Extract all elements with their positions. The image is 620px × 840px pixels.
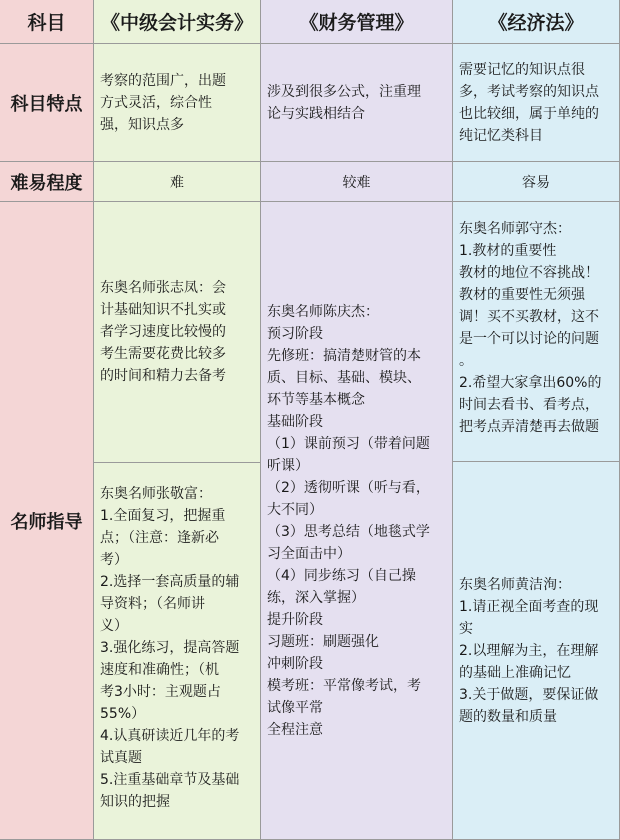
header-accounting: 《中级会计实务》 [94, 0, 261, 44]
text-line: 预习阶段 [267, 325, 323, 342]
row-label-difficulty: 难易程度 [0, 162, 94, 202]
header-finance: 《财务管理》 [261, 0, 453, 44]
text-line: 调！买不买教材，这不 [459, 309, 599, 325]
text-line: 冲刺阶段 [267, 655, 323, 672]
header-law: 《经济法》 [453, 0, 620, 44]
teacher-law-guo-shoujie [453, 202, 620, 462]
row-label-teachers: 名师指导 [0, 202, 94, 840]
text-line: 涉及到很多公式，注重理 [267, 83, 421, 100]
difficulty-law: 容易 [453, 162, 620, 202]
text-line: （4）同步练习（自己操 [267, 567, 416, 584]
text-line: 质、目标、基础、模块、 [267, 369, 421, 386]
text-line: 是一个可以讨论的问题 [459, 331, 599, 347]
text-line: 2.希望大家拿出60%的 [459, 375, 602, 391]
teacher-accounting-zhang-jingfu [94, 463, 261, 840]
text-line: 考察的范围广，出题 [100, 72, 226, 89]
text-line: 3.关于做题，要保证做 [459, 686, 599, 703]
row-label-features: 科目特点 [0, 44, 94, 162]
text-line: 也比较细，属于单纯的 [459, 105, 599, 122]
text-line: 时间去看书、看考点， [459, 397, 599, 413]
text-line: 点；（注意：逢新必 [100, 530, 219, 546]
difficulty-finance: 较难 [261, 162, 453, 202]
text-line: 考） [100, 552, 128, 568]
text-line: （2）透彻听课（听与看， [267, 479, 430, 496]
teacher-law-huang-jiexun [453, 462, 620, 840]
text-line: 1.请正视全面考查的现 [459, 598, 599, 615]
text-line: 考3小时：主观题占 [100, 684, 221, 700]
text-line: 强，知识点多 [100, 116, 184, 133]
text-line: 2.选择一套高质量的辅 [100, 574, 240, 590]
text-line: 东奥名师黄洁洵： [459, 576, 571, 593]
text-line: 1.全面复习，把握重 [100, 508, 226, 524]
text-line: 模考班：平常像考试，考 [267, 677, 421, 694]
features-law [453, 44, 620, 162]
text-line: 题的数量和质量 [459, 708, 557, 725]
text-line: 速度和准确性；（机 [100, 662, 219, 678]
text-line: 者学习速度比较慢的 [100, 324, 226, 340]
text-line: 需要记忆的知识点很 [459, 61, 585, 78]
difficulty-accounting: 难 [94, 162, 261, 202]
text-line: 先修班：搞清楚财管的本 [267, 347, 421, 364]
text-line: 知识的把握 [100, 794, 170, 810]
text-line: 东奥名师陈庆杰： [267, 303, 379, 320]
text-line: 全程注意 [267, 721, 323, 738]
text-line: 55%） [100, 706, 146, 722]
text-line: 纯记忆类科目 [459, 127, 543, 144]
text-line: 多，考试考察的知识点 [459, 83, 599, 100]
features-accounting [94, 44, 261, 162]
text-line: 的时间和精力去备考 [100, 368, 226, 384]
features-finance [261, 44, 453, 162]
text-line: 1.教材的重要性 [459, 243, 557, 259]
text-line: 练，深入掌握） [267, 589, 365, 606]
text-line: 计基础知识不扎实或 [100, 302, 226, 318]
text-line: 东奥名师张志凤：会 [100, 280, 226, 296]
text-line: 3.强化练习，提高答题 [100, 640, 240, 656]
text-line: 把考点弄清楚再去做题 [459, 419, 599, 435]
text-line: 听课） [267, 457, 309, 474]
text-line: 教材的重要性无须强 [459, 287, 585, 303]
text-line: 习题班：刷题强化 [267, 633, 379, 650]
text-line: 试像平常 [267, 699, 323, 716]
text-line: 习全面击中） [267, 545, 351, 562]
text-line: （1）课前预习（带着问题 [267, 435, 430, 452]
text-line: 环节等基本概念 [267, 391, 365, 408]
text-line: 义） [100, 618, 128, 634]
text-line: 基础阶段 [267, 413, 323, 430]
text-line: 试真题 [100, 750, 142, 766]
header-subject: 科目 [0, 0, 94, 44]
teacher-accounting-zhang-zhifeng [94, 202, 261, 463]
text-line: 4.认真研读近几年的考 [100, 728, 240, 744]
text-line: 方式灵活，综合性 [100, 94, 212, 111]
text-line: 东奥名师张敬富： [100, 486, 212, 502]
text-line: 的基础上准确记忆 [459, 664, 571, 681]
text-line: 教材的地位不容挑战！ [459, 265, 599, 281]
teacher-finance-chen-qingjie [261, 202, 453, 840]
text-line: 大不同） [267, 501, 323, 518]
text-line: 。 [459, 353, 473, 369]
text-line: 2.以理解为主，在理解 [459, 642, 599, 659]
text-line: 论与实践相结合 [267, 105, 365, 122]
text-line: 5.注重基础章节及基础 [100, 772, 240, 788]
text-line: 提升阶段 [267, 611, 323, 628]
text-line: （3）思考总结（地毯式学 [267, 523, 430, 540]
text-line: 考生需要花费比较多 [100, 346, 226, 362]
text-line: 导资料；（名师讲 [100, 596, 205, 612]
text-line: 东奥名师郭守杰： [459, 221, 571, 237]
text-line: 实 [459, 620, 473, 637]
